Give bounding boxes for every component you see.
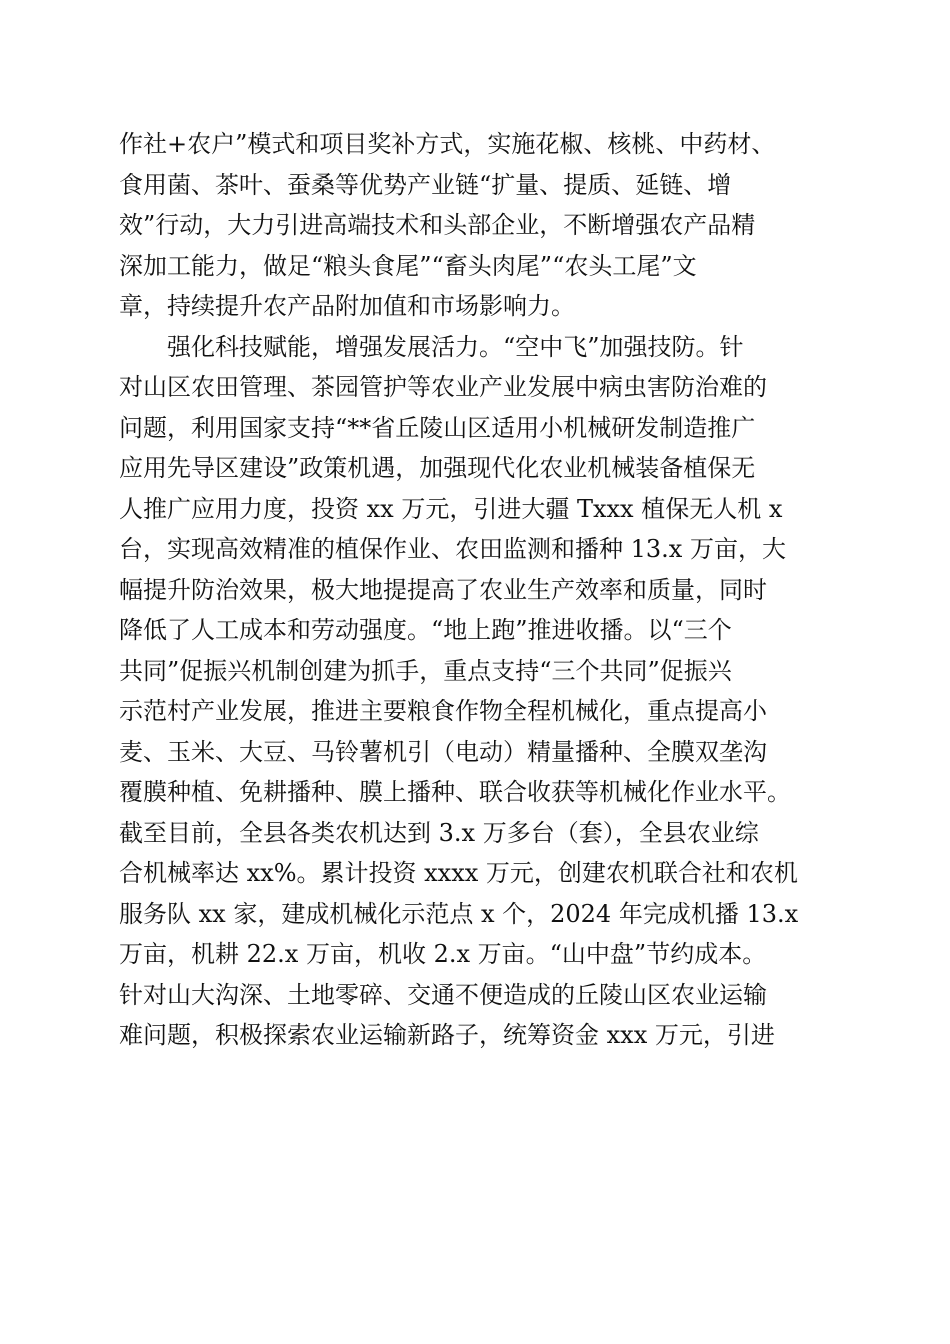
text-line: 强化科技赋能，增强发展活力。“空中飞”加强技防。针: [167, 332, 744, 361]
text-line: 麦、玉米、大豆、马铃薯机引（电动）精量播种、全膜双垄沟: [119, 737, 767, 766]
text-line: 应用先导区建设”政策机遇，加强现代化农业机械装备植保无: [119, 454, 756, 482]
text-line: 降低了人工成本和劳动强度。“地上跑”推进收播。以“三个: [119, 616, 732, 644]
text-line: 台，实现高效精准的植保作业、农田监测和播种 13.x 万亩，大: [119, 535, 786, 563]
text-line: 示范村产业发展，推进主要粮食作物全程机械化，重点提高小: [119, 697, 767, 725]
text-line: 对山区农田管理、茶园管护等农业产业发展中病虫害防治难的: [119, 373, 767, 401]
text-line: 截至目前，全县各类农机达到 3.x 万多台（套），全县农业综: [119, 818, 759, 847]
text-line: 服务队 xx 家，建成机械化示范点 x 个，2024 年完成机播 13.x: [119, 899, 799, 928]
text-line: 人推广应用力度，投资 xx 万元，引进大疆 Txxx 植保无人机 x: [119, 494, 783, 523]
text-line: 合机械率达 xx%。累计投资 xxxx 万元，创建农机联合社和农机: [119, 859, 798, 887]
text-line: 问题，利用国家支持“**省丘陵山区适用小机械研发制造推广: [119, 413, 756, 442]
text-line: 共同”促振兴机制创建为抓手，重点支持“三个共同”促振兴: [119, 656, 732, 685]
body-text: [119, 124, 831, 1056]
paragraph-1: [119, 124, 831, 327]
text-line: 效”行动，大力引进高端技术和头部企业，不断增强农产品精: [119, 211, 756, 239]
text-line: 万亩，机耕 22.x 万亩，机收 2.x 万亩。“山中盘”节约成本。: [119, 940, 767, 968]
text-line: 章，持续提升农产品附加值和市场影响力。: [119, 292, 575, 320]
text-line: 针对山大沟深、土地零碎、交通不便造成的丘陵山区农业运输: [119, 980, 767, 1009]
text-line: 深加工能力，做足“粮头食尾”“畜头肉尾”“农头工尾”文: [119, 251, 697, 280]
text-line: 幅提升防治效果，极大地提提高了农业生产效率和质量，同时: [119, 575, 767, 604]
text-line: 覆膜种植、免耕播种、膜上播种、联合收获等机械化作业水平。: [119, 778, 791, 806]
text-line: 食用菌、茶叶、蚕桑等优势产业链“扩量、提质、延链、增: [119, 170, 732, 199]
text-line: 作社+农户”模式和项目奖补方式，实施花椒、核桃、中药材、: [119, 130, 776, 158]
text-line: 难问题，积极探索农业运输新路子，统筹资金 xxx 万元，引进: [119, 1021, 775, 1049]
paragraph-2: [119, 327, 831, 1056]
